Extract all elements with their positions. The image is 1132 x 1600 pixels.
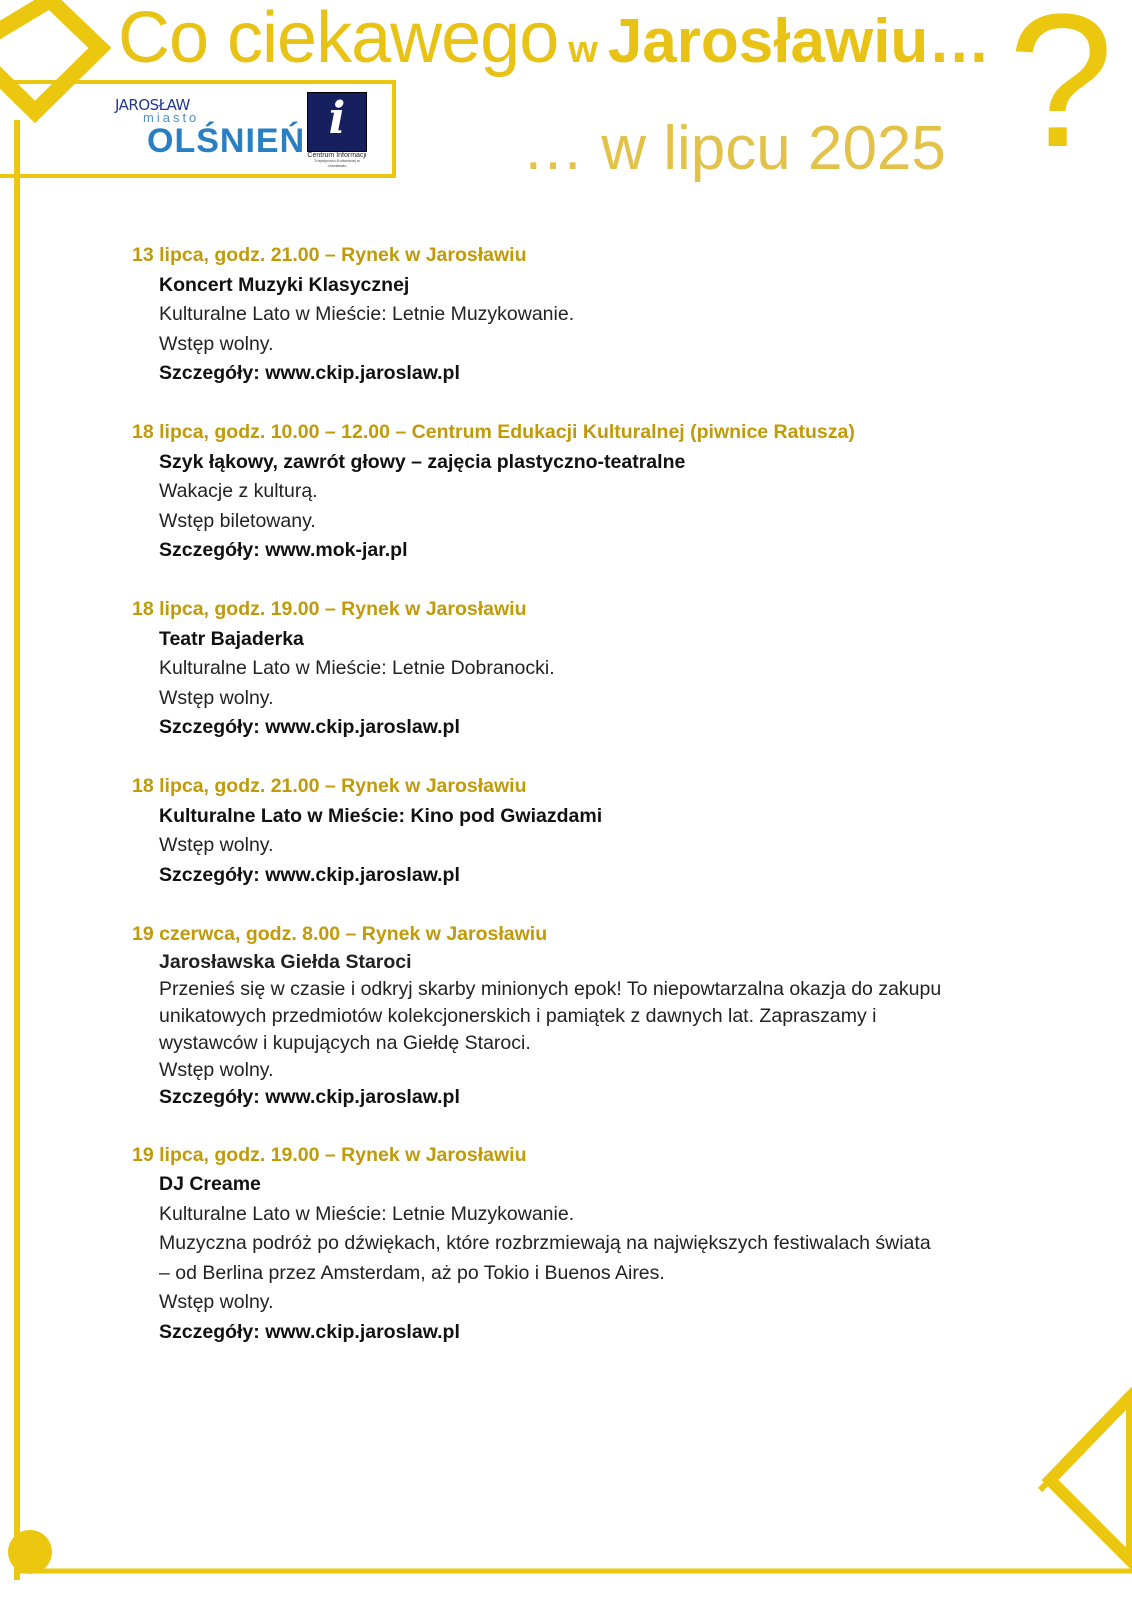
event-description: Kulturalne Lato w Mieście: Letnie Dobranocki. <box>159 657 555 679</box>
info-logo-box <box>307 92 367 152</box>
event-entry: Wstęp wolny. <box>159 686 274 709</box>
event-header: 19 czerwca, godz. 8.00 – Rynek w Jarosławiu <box>132 922 548 945</box>
event-header: 19 lipca, godz. 19.00 – Rynek w Jarosławiu <box>132 1143 527 1166</box>
event-header: 13 lipca, godz. 21.00 – Rynek w Jarosławiu <box>132 244 527 266</box>
city-logo-line3: OLŚNIEŃ <box>147 122 306 160</box>
bottom-right-diagonal <box>1040 1400 1132 1490</box>
event-details: Szczegóły: www.ckip.jaroslaw.pl <box>159 1086 460 1108</box>
event-description: Kulturalne Lato w Mieście: Letnie Muzykowanie. <box>159 1202 575 1225</box>
event-item <box>132 1141 992 1348</box>
city-logo-line2: miasto <box>143 110 200 125</box>
event-body <box>132 448 992 566</box>
event-entry: Wstęp wolny. <box>159 1291 274 1313</box>
event-item <box>132 595 992 743</box>
event-body <box>132 802 992 891</box>
info-icon: i <box>328 93 346 144</box>
city-logo-line1: JAROSŁAW <box>115 96 190 114</box>
event-item <box>132 418 992 566</box>
event-description-line: wystawców i kupujących na Giełdę Staroci. <box>159 1032 531 1054</box>
event-description: Kulturalne Lato w Mieście: Letnie Muzykowanie. <box>159 303 575 325</box>
event-name: Koncert Muzyki Klasycznej <box>159 273 410 296</box>
event-entry: Wstęp wolny. <box>159 834 274 856</box>
event-description-line: unikatowych przedmiotów kolekcjonerskich i pamiątek z dawnych lat. Zapraszamy i <box>159 1005 877 1027</box>
event-name: Kulturalne Lato w Mieście: Kino pod Gwiazdami <box>159 804 603 827</box>
event-body <box>132 625 992 743</box>
event-body <box>132 271 992 389</box>
event-item <box>132 772 992 890</box>
event-entry: Wstęp wolny. <box>159 332 274 355</box>
question-mark-decoration: ? <box>1008 0 1114 187</box>
jaroslaw-city-logo <box>113 96 306 162</box>
event-details: Szczegóły: www.ckip.jaroslaw.pl <box>159 1320 460 1343</box>
event-body <box>132 1170 992 1347</box>
event-header: 18 lipca, godz. 21.00 – Rynek w Jarosławiu <box>132 775 527 797</box>
info-logo-caption-small: Turystyczno-Kulturalnej w Jarosławiu <box>314 158 360 168</box>
events-list <box>132 241 992 1377</box>
event-name: DJ Creame <box>159 1173 261 1195</box>
event-name: Jarosławska Giełda Staroci <box>159 951 412 973</box>
event-name: Teatr Bajaderka <box>159 627 304 650</box>
event-details: Szczegóły: www.mok-jar.pl <box>159 539 408 561</box>
event-entry: Wstęp biletowany. <box>159 509 316 532</box>
bottom-left-dot <box>8 1530 52 1574</box>
event-description: Wakacje z kulturą. <box>159 480 318 502</box>
page-title <box>118 0 991 78</box>
bottom-right-diamond-shape <box>1050 1395 1132 1562</box>
info-logo-caption-main: Centrum Informacji <box>307 152 367 159</box>
event-item <box>132 241 992 389</box>
event-header: 18 lipca, godz. 19.00 – Rynek w Jarosławiu <box>132 598 527 620</box>
title-part-3: Jarosławiu… <box>607 7 991 76</box>
event-description-line: Muzyczna podróż po dźwiękach, które rozbrzmiewają na największych festiwalach świata <box>159 1232 931 1254</box>
corner-diamond-shape <box>0 0 100 112</box>
event-details: Szczegóły: www.ckip.jaroslaw.pl <box>159 863 460 886</box>
page-subtitle: … w lipcu 2025 <box>522 114 946 183</box>
info-logo-caption <box>305 152 369 168</box>
event-header: 18 lipca, godz. 10.00 – 12.00 – Centrum Edukacji Kulturalnej (piwnice Ratusza) <box>132 421 855 443</box>
event-item <box>132 920 992 1112</box>
title-part-2: w <box>568 29 598 71</box>
event-description-line: – od Berlina przez Amsterdam, aż po Tokio i Buenos Aires. <box>159 1261 665 1284</box>
event-body <box>132 949 992 1111</box>
event-entry: Wstęp wolny. <box>159 1059 274 1081</box>
event-details: Szczegóły: www.ckip.jaroslaw.pl <box>159 362 460 384</box>
tourist-info-logo <box>305 92 367 168</box>
event-description-line: Przenieś się w czasie i odkryj skarby minionych epok! To niepowtarzalna okazja do zakupu <box>159 978 942 1000</box>
event-name: Szyk łąkowy, zawrót głowy – zajęcia plastyczno-teatralne <box>159 450 686 473</box>
title-part-1: Co ciekawego <box>118 0 559 78</box>
event-details: Szczegóły: www.ckip.jaroslaw.pl <box>159 716 460 738</box>
